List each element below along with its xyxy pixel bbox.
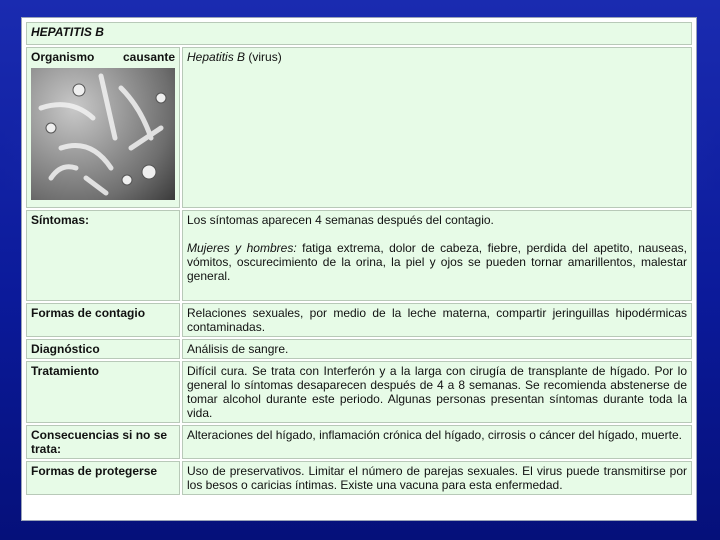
consecuencias-label-cell <box>26 425 180 459</box>
hepatitis-table <box>24 20 694 497</box>
consecuencias-label: Consecuencias si no se trata: <box>31 428 168 456</box>
organismo-row <box>26 47 692 208</box>
diagnostico-value-cell <box>182 339 692 359</box>
tratamiento-text: Difícil cura. Se trata con Interferón y a la larga con cirugía de transplante de hígado. Por lo general lo síntomas desaparecen después de 4 a 8 semanas. Se recomienda abstenerse de tomar alcohol durante este periodo. Algunas personas presentan síntomas durante toda la vida. <box>187 364 687 420</box>
consecuencias-row <box>26 425 692 459</box>
contagio-value-cell <box>182 303 692 337</box>
sintomas-list: fatiga extrema, dolor de cabeza, fiebre, perdida del apetito, nauseas, vómitos, oscurecimiento de la orina, la piel y ojos se pueden tornar amarillentos, malestar general. <box>187 241 687 283</box>
table-title-cell <box>26 22 692 45</box>
contagio-text: Relaciones sexuales, por medio de la leche materna, compartir jeringuillas hipodérmicas contaminadas. <box>187 306 687 334</box>
sintomas-label: Síntomas: <box>31 213 90 227</box>
organismo-label-right: causante <box>122 50 175 64</box>
consecuencias-value-cell <box>182 425 692 459</box>
table-title: HEPATITIS B <box>31 25 104 39</box>
diagnostico-label: Diagnóstico <box>31 342 100 356</box>
diagnostico-text: Análisis de sangre. <box>187 342 289 356</box>
protegerse-text: Uso de preservativos. Limitar el número de parejas sexuales. El virus puede transmitirse por los besos o caricias íntimas. Existe una vacuna para esta enfermedad. <box>187 464 687 492</box>
diagnostico-row <box>26 339 692 359</box>
protegerse-value-cell <box>182 461 692 495</box>
tratamiento-row <box>26 361 692 423</box>
tratamiento-value-cell <box>182 361 692 423</box>
organismo-label <box>31 50 175 64</box>
organismo-value-italic: Hepatitis B <box>187 50 246 64</box>
contagio-row <box>26 303 692 337</box>
diagnostico-label-cell <box>26 339 180 359</box>
sintomas-value-cell <box>182 210 692 301</box>
protegerse-label-cell <box>26 461 180 495</box>
sintomas-line1: Los síntomas aparecen 4 semanas después del contagio. <box>187 213 494 227</box>
tratamiento-label: Tratamiento <box>31 364 100 378</box>
protegerse-label: Formas de protegerse <box>31 464 158 478</box>
title-row <box>26 22 692 45</box>
virus-micrograph-image <box>31 68 175 200</box>
organismo-label-left: Organismo <box>31 50 95 64</box>
organismo-value-cell <box>182 47 692 208</box>
contagio-label-cell <box>26 303 180 337</box>
sintomas-row <box>26 210 692 301</box>
organismo-label-cell <box>26 47 180 208</box>
protegerse-row <box>26 461 692 495</box>
sintomas-label-cell <box>26 210 180 301</box>
consecuencias-text: Alteraciones del hígado, inflamación crónica del hígado, cirrosis o cáncer del hígado, muerte. <box>187 428 682 442</box>
contagio-label: Formas de contagio <box>31 306 146 320</box>
organismo-value-rest: (virus) <box>245 50 282 64</box>
tratamiento-label-cell <box>26 361 180 423</box>
document-page <box>21 17 697 521</box>
sintomas-group: Mujeres y hombres: <box>187 241 297 255</box>
